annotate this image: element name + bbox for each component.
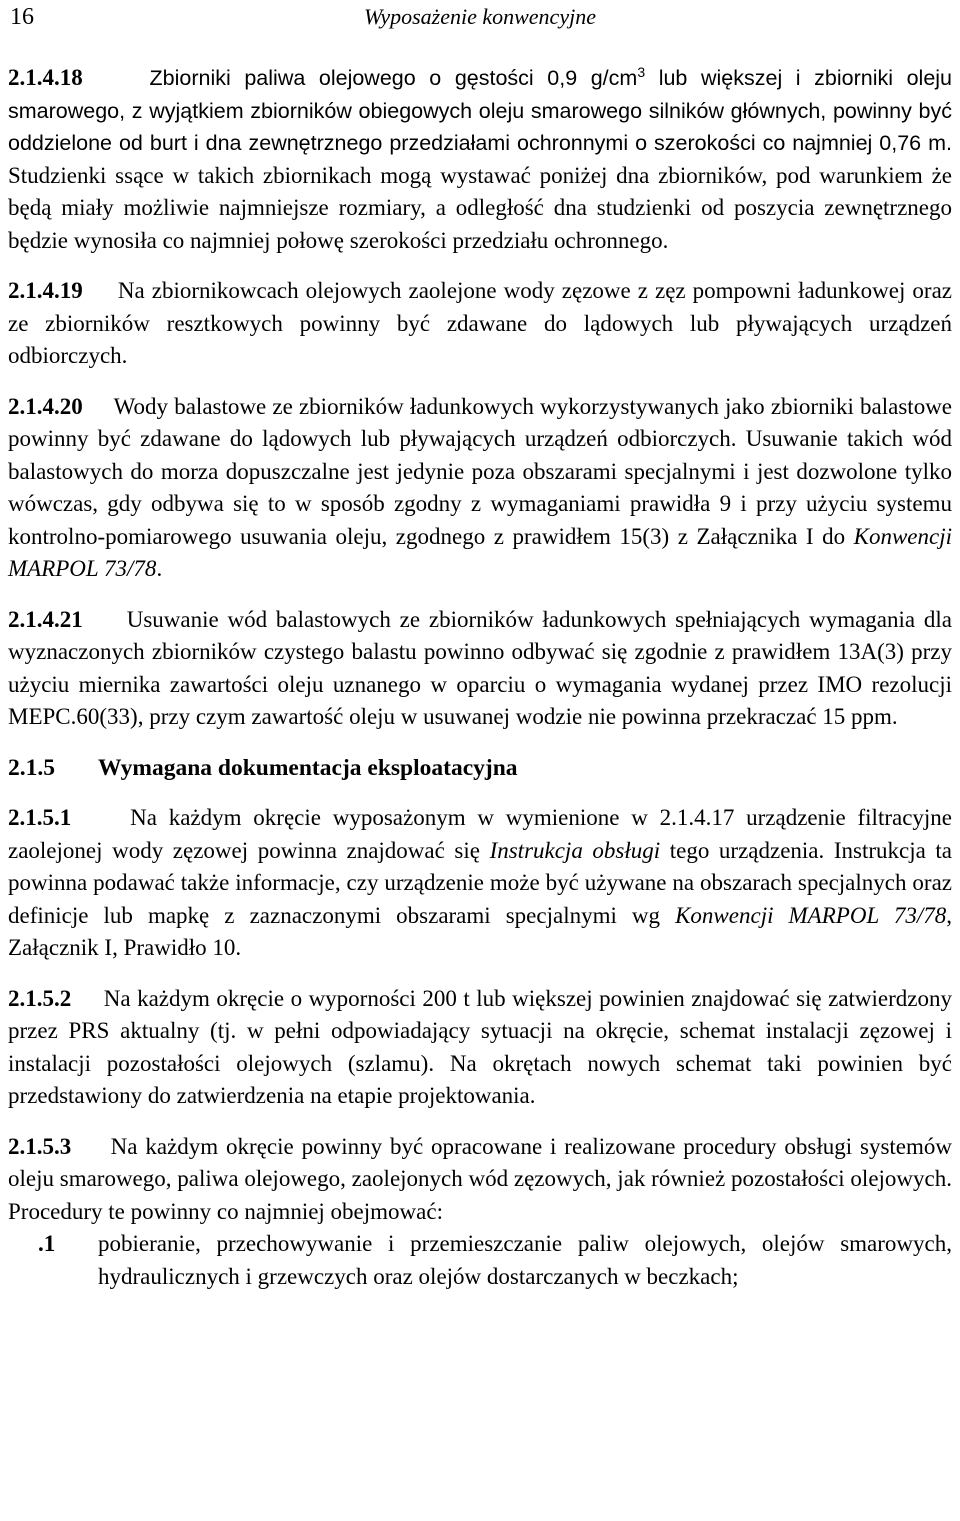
spacer <box>8 965 952 983</box>
paragraph-number: 2.1.5.2 <box>8 985 72 1011</box>
paragraph-text: Na każdym okręcie powinny być opracowane i realizowane procedury obsługi systemów oleju smarowego, paliwa olejowego, zaolejonych wód zęzowych, jak również pozostałości olejowych. Procedury te powinny co najmniej obejmować: <box>8 1133 953 1224</box>
text-segment: Na każdym okręcie wyposażonym w wymienione w 2.1.4.17 urządzenie filtracyjne zaolejonej wody zęzowej powinna znajdować się <box>8 805 953 863</box>
paragraph-2-1-4-18 <box>8 56 952 257</box>
paragraph-number: 2.1.4.18 <box>8 65 83 91</box>
paragraph-2-1-4-20 <box>8 391 952 586</box>
spacer <box>8 784 952 802</box>
paragraph-number: 2.1.4.20 <box>8 393 83 419</box>
paragraph-number: 2.1.4.19 <box>8 278 83 304</box>
text-segment: Zbiorniki paliwa olejowego o gęstości 0,9 g/cm <box>149 66 638 91</box>
page-number: 16 <box>10 4 34 30</box>
paragraph-2-1-4-21 <box>8 604 952 734</box>
spacer <box>8 586 952 604</box>
text-segment: lub większej i zbiorniki oleju smarowego, z wyjątkiem zbiorników obiegowych oleju smarowego silników głównych, powinny być oddzielone od burt i dna zewnętrznego przedziałami ochronnymi o szerokości co najmniej 0,76 m. <box>8 66 953 156</box>
paragraph-2-1-5-3 <box>8 1131 952 1229</box>
section-title: Wymagana dokumentacja eksploatacyjna <box>98 754 518 781</box>
paragraph-text: Na zbiornikowcach olejowych zaolejone wody zęzowe z zęz pompowni ładunkowej oraz ze zbiorników resztkowych powinny być zdawane do lądowych lub pływających urządzeń odbiorczych. <box>8 278 952 369</box>
list-item-text: pobieranie, przechowywanie i przemieszczanie paliw olejowych, olejów smarowych, hydraulicznych i grzewczych oraz olejów dostarczanych w beczkach; <box>98 1231 952 1289</box>
text-segment: , Załącznik I, Prawidło 10. <box>8 902 953 961</box>
list-item-number: .1 <box>38 1231 56 1257</box>
list-item <box>8 1228 952 1293</box>
page-header <box>8 0 952 42</box>
paragraph-text: Na każdym okręcie o wyporności 200 t lub większej powinien znajdować się zatwierdzony przez PRS aktualny (tj. w pełni odpowiadający sytuacji na okręcie, schemat instalacji zęzowej i instalacji pozostałości olejowych (szlamu). Na okrętach nowych schemat taki powinien być przedstawiony do zatwierdzenia na etapie projektowania. <box>8 985 953 1109</box>
italic-reference: Instrukcja obsługi <box>489 837 661 863</box>
spacer <box>8 373 952 391</box>
paragraph-number: 2.1.4.21 <box>8 606 83 632</box>
section-number: 2.1.5 <box>8 754 55 781</box>
text-segment: tego urządzenia. Instrukcja ta powinna podawać także informacje, czy urządzenie może być używane na obszarach specjalnych oraz definicje lub mapkę z zaznaczonymi obszarami specjalnymi wg <box>8 837 952 928</box>
spacer <box>8 257 952 275</box>
paragraph-2-1-5-1 <box>8 802 952 965</box>
section-heading-2-1-5 <box>8 752 952 785</box>
running-title: Wyposażenie konwencyjne <box>364 4 596 29</box>
text-segment: Studzienki ssące w takich zbiornikach mogą wystawać poniżej dna zbiorników, pod warunkiem że będą miały możliwie najmniejsze rozmiary, a odległość dna studzienki od poszycia zewnętrznego będzie wynosiła co najmniej połowę szerokości przedziału ochronnego. <box>8 162 952 253</box>
paragraph-text: Usuwanie wód balastowych ze zbiorników ładunkowych spełniających wymagania dla wyznaczonych zbiorników czystego balastu powinno odbywać się zgodnie z prawidłem 13A(3) przy użyciu miernika zawartości oleju uznanego w oparciu o wymagania wydanej przez IMO rezolucji MEPC.60(33), przy czym zawartość oleju w usuwanej wodzie nie powinna przekraczać 15 ppm. <box>8 606 952 730</box>
spacer <box>8 734 952 752</box>
text-segment: . <box>156 556 163 582</box>
italic-reference: Konwencji MARPOL 73/78 <box>8 523 952 582</box>
paragraph-number: 2.1.5.3 <box>8 1133 72 1159</box>
paragraph-2-1-5-2 <box>8 983 952 1113</box>
paragraph-2-1-4-19 <box>8 275 952 373</box>
paragraph-text: Wody balastowe ze zbiorników ładunkowych wykorzystywanych jako zbiorniki balastowe powinny być zdawane do lądowych lub pływających urządzeń odbiorczych. Usuwanie takich wód balastowych do morza dopuszczalne jest jedynie poza obszarami specjalnymi i jest dozwolone tylko wówczas, gdy odbywa się to w sposób zgodny z wymaganiami prawidła 9 i przy użyciu systemu kontrolno-pomiarowego usuwania oleju, zgodnego z prawidłem 15(3) z Załącznika I do <box>8 393 953 549</box>
paragraph-text <box>8 66 952 155</box>
superscript: 3 <box>637 64 646 80</box>
paragraph-number: 2.1.5.1 <box>8 805 72 831</box>
italic-reference: Konwencji MARPOL 73/78 <box>675 902 947 928</box>
spacer <box>8 1113 952 1131</box>
